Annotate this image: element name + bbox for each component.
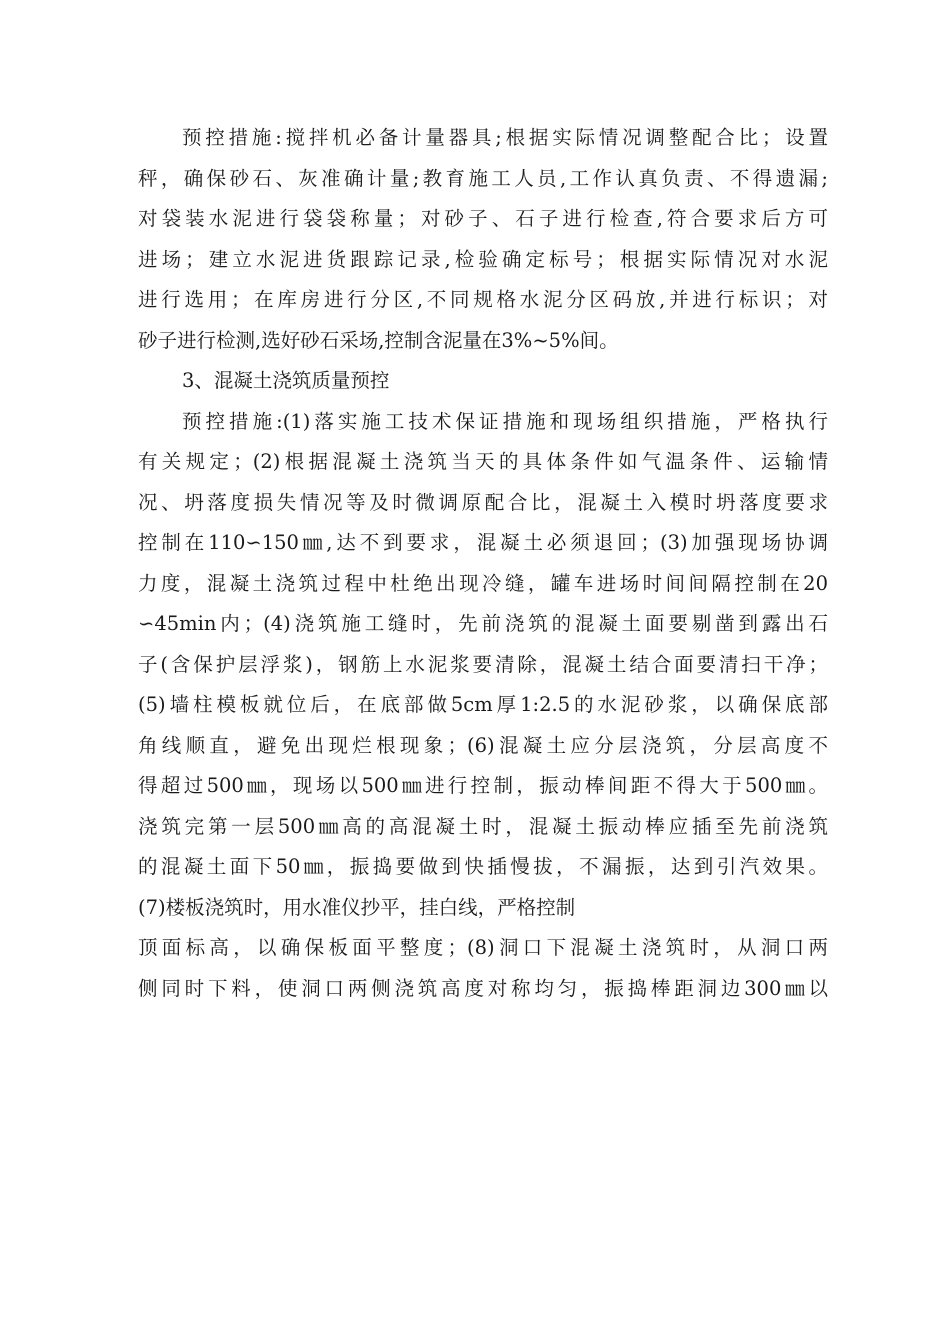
paragraph-line: 控制在110∽150㎜,达不到要求，混凝土必须退回；(3)加强现场协调 — [138, 531, 828, 554]
paragraph-line: 子(含保护层浮浆)，钢筋上水泥浆要清除，混凝土结合面要清扫干净； — [138, 652, 828, 676]
paragraph-line: ∽45min内；(4)浇筑施工缝时，先前浇筑的混凝土面要剔凿到露出石 — [138, 612, 828, 635]
paragraph-line: 有关规定；(2)根据混凝土浇筑当天的具体条件如气温条件、运输情 — [138, 450, 828, 473]
paragraph-line: 砂子进行检测,选好砂石采场,控制含泥量在3%~5%间。 — [138, 328, 619, 352]
paragraph-line: (5)墙柱模板就位后，在底部做5cm厚1:2.5的水泥砂浆，以确保底部 — [138, 693, 828, 716]
paragraph-line: 得超过500㎜，现场以500㎜进行控制，振动棒间距不得大于500㎜。 — [138, 774, 828, 797]
paragraph-line: 的混凝土面下50㎜，振捣要做到快插慢拔，不漏振，达到引汽效果。 — [138, 855, 828, 878]
paragraph-line: 力度，混凝土浇筑过程中杜绝出现冷缝，罐车进场时间间隔控制在20 — [138, 571, 828, 595]
section-heading: 3、混凝土浇筑质量预控 — [182, 369, 390, 392]
paragraph-line: 浇筑完第一层500㎜高的高混凝土时，混凝土振动棒应插至先前浇筑 — [138, 814, 828, 838]
paragraph-line: 侧同时下料，使洞口两侧浇筑高度对称均匀，振捣棒距洞边300㎜以 — [138, 976, 828, 1000]
paragraph-line: 进场；建立水泥进货跟踪记录,检验确定标号；根据实际情况对水泥 — [138, 247, 828, 271]
paragraph-line: 秤，确保砂石、灰准确计量;教育施工人员,工作认真负责、不得遗漏; — [138, 166, 828, 190]
paragraph-line: 角线顺直，避免出现烂根现象；(6)混凝土应分层浇筑，分层高度不 — [138, 733, 828, 757]
document-page — [138, 118, 828, 1009]
paragraph-line: 对袋装水泥进行袋袋称量；对砂子、石子进行检查,符合要求后方可 — [138, 207, 828, 230]
paragraph-line: 况、坍落度损失情况等及时微调原配合比，混凝土入模时坍落度要求 — [138, 490, 828, 514]
paragraph-line: 预控措施:(1)落实施工技术保证措施和现场组织措施，严格执行 — [182, 409, 828, 433]
paragraph-line: 顶面标高，以确保板面平整度；(8)洞口下混凝土浇筑时，从洞口两 — [138, 936, 828, 959]
paragraph-line: 进行选用；在库房进行分区,不同规格水泥分区码放,并进行标识；对 — [138, 288, 828, 311]
paragraph-line: (7)楼板浇筑时，用水准仪抄平，挂白线，严格控制 — [138, 895, 576, 919]
paragraph-line: 预控措施:搅拌机必备计量器具;根据实际情况调整配合比；设置 — [182, 126, 828, 149]
